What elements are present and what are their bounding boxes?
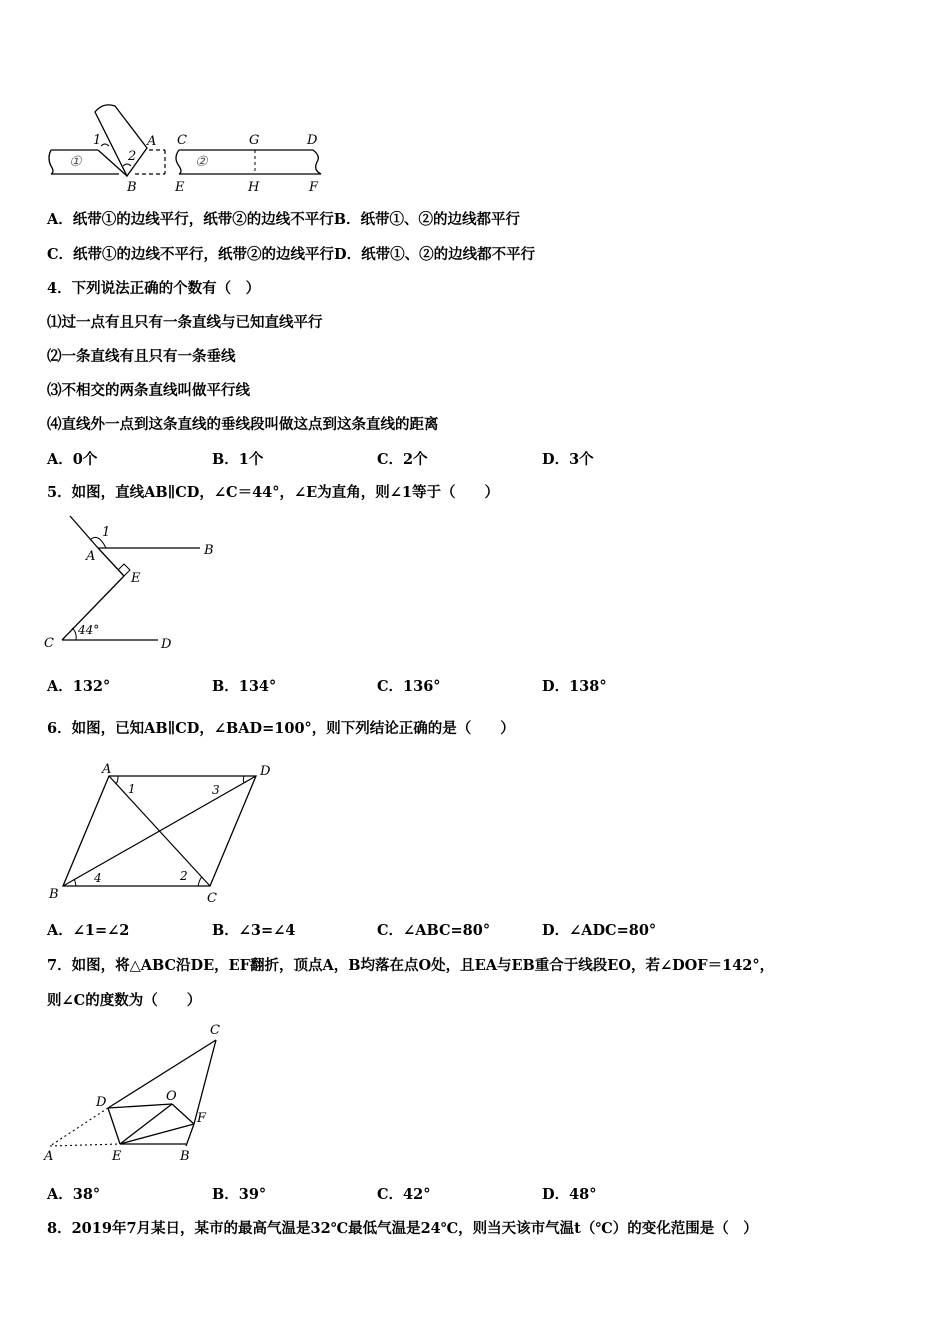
q6-label-3: 3 bbox=[212, 783, 220, 797]
q7-figure bbox=[40, 1018, 240, 1168]
q5-figure bbox=[40, 510, 230, 660]
q4-statement-3: ⑶不相交的两条直线叫做平行线 bbox=[47, 382, 250, 399]
q3-label-H: H bbox=[248, 180, 260, 195]
q3-label-B: B bbox=[127, 180, 137, 195]
q4-statement-4: ⑷直线外一点到这条直线的垂线段叫做这点到这条直线的距离 bbox=[47, 416, 439, 433]
q3-figure bbox=[45, 100, 335, 196]
q5-label-1: 1 bbox=[102, 525, 111, 540]
q6-label-4: 4 bbox=[94, 871, 102, 885]
q7-option-a[interactable]: A．38° bbox=[47, 1186, 101, 1203]
q5-label-B: B bbox=[204, 543, 214, 558]
q5-label-C: C bbox=[44, 636, 54, 651]
q3-label-2: 2 bbox=[128, 149, 137, 164]
q7-option-c[interactable]: C．42° bbox=[377, 1186, 431, 1203]
q5-option-c[interactable]: C．136° bbox=[377, 678, 441, 695]
q6-stem: 6．如图，已知AB∥CD，∠BAD=100°，则下列结论正确的是（ ） bbox=[47, 720, 515, 737]
q7-label-C: C bbox=[210, 1023, 220, 1038]
q7-label-B: B bbox=[180, 1149, 190, 1164]
q3-label-E: E bbox=[175, 180, 185, 195]
q4-option-c[interactable]: C．2个 bbox=[377, 451, 428, 468]
q3-options-line2: C．纸带①的边线不平行，纸带②的边线平行D．纸带①、②的边线都不平行 bbox=[47, 246, 536, 263]
q6-label-B: B bbox=[49, 887, 59, 902]
q5-label-D: D bbox=[161, 637, 172, 652]
q6-option-a[interactable]: A．∠1=∠2 bbox=[47, 922, 130, 939]
q3-label-1: 1 bbox=[93, 133, 102, 148]
q7-option-b[interactable]: B．39° bbox=[212, 1186, 267, 1203]
q7-label-O: O bbox=[166, 1089, 177, 1104]
q3-label-A: A bbox=[147, 134, 157, 149]
q7-label-A: A bbox=[44, 1149, 54, 1164]
q6-option-b[interactable]: B．∠3=∠4 bbox=[212, 922, 296, 939]
q5-option-b[interactable]: B．134° bbox=[212, 678, 277, 695]
q3-label-D: D bbox=[307, 133, 318, 148]
q6-label-C: C bbox=[207, 891, 217, 906]
q6-option-c[interactable]: C．∠ABC=80° bbox=[377, 922, 491, 939]
q6-label-1: 1 bbox=[128, 782, 136, 796]
q7-label-E: E bbox=[112, 1149, 122, 1164]
q7-label-D: D bbox=[96, 1095, 107, 1110]
q6-label-2: 2 bbox=[180, 869, 188, 883]
q6-option-d[interactable]: D．∠ADC=80° bbox=[542, 922, 657, 939]
q4-stem: 4．下列说法正确的个数有（ ） bbox=[47, 280, 261, 297]
q3-strip2-label: ② bbox=[195, 154, 208, 170]
q7-stem-line1: 7．如图，将△ABC沿DE，EF翻折，顶点A，B均落在点O处，且EA与EB重合于线段EO，若∠DOF＝142°， bbox=[47, 957, 775, 974]
q6-figure bbox=[44, 758, 284, 908]
q5-option-d[interactable]: D．138° bbox=[542, 678, 607, 695]
q6-label-D: D bbox=[260, 764, 271, 779]
q5-stem: 5．如图，直线AB∥CD，∠C＝44°，∠E为直角，则∠1等于（ ） bbox=[47, 484, 499, 501]
q5-label-E: E bbox=[131, 571, 141, 586]
q4-option-d[interactable]: D．3个 bbox=[542, 451, 594, 468]
q3-options-line1: A．纸带①的边线平行，纸带②的边线不平行B．纸带①、②的边线都平行 bbox=[47, 211, 521, 228]
q5-option-a[interactable]: A．132° bbox=[47, 678, 111, 695]
q8-stem: 8．2019年7月某日，某市的最高气温是32℃最低气温是24℃，则当天该市气温t（℃）的变化范围是（ ） bbox=[47, 1220, 758, 1237]
q5-angle-44: 44° bbox=[78, 623, 100, 637]
q4-option-a[interactable]: A．0个 bbox=[47, 451, 98, 468]
q4-statement-2: ⑵一条直线有且只有一条垂线 bbox=[47, 348, 236, 365]
q4-option-b[interactable]: B．1个 bbox=[212, 451, 264, 468]
q7-option-d[interactable]: D．48° bbox=[542, 1186, 597, 1203]
q7-stem-line2: 则∠C的度数为（ ） bbox=[47, 992, 202, 1009]
q3-strip1-label: ① bbox=[69, 154, 82, 170]
q3-label-C: C bbox=[177, 133, 187, 148]
q6-label-A: A bbox=[102, 762, 112, 777]
q7-label-F: F bbox=[197, 1111, 207, 1126]
q4-statement-1: ⑴过一点有且只有一条直线与已知直线平行 bbox=[47, 314, 323, 331]
q5-label-A: A bbox=[86, 549, 96, 564]
q3-label-G: G bbox=[249, 133, 260, 148]
q3-label-F: F bbox=[309, 180, 319, 195]
